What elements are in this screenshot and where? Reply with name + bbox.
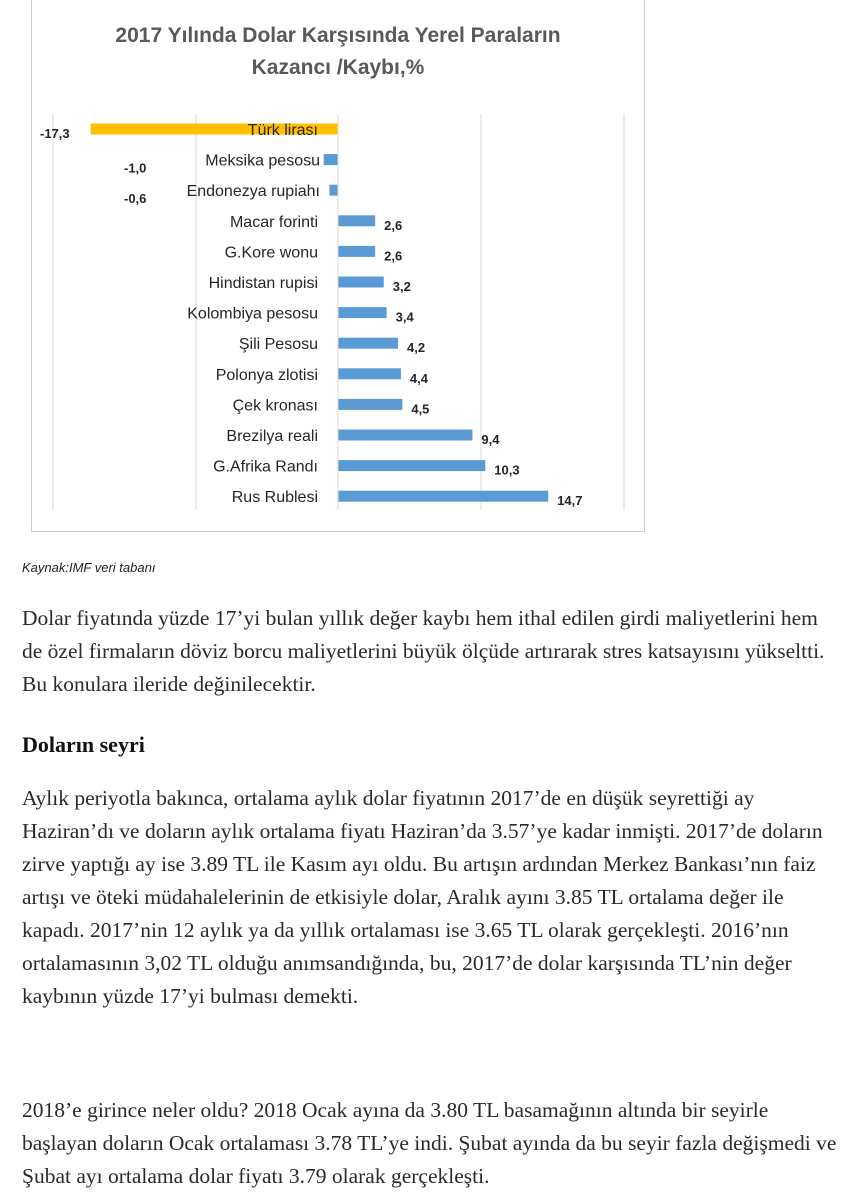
- value-label: -0,6: [124, 191, 147, 207]
- value-label: 9,4: [481, 432, 500, 447]
- value-label: 4,4: [409, 370, 428, 386]
- section-heading: Doların seyri: [22, 732, 145, 757]
- value-label: 3,4: [395, 309, 414, 325]
- value-label: 2,6: [384, 248, 403, 264]
- bar: [338, 277, 384, 288]
- paragraph-3: 2018’e girince neler oldu? 2018 Ocak ayına da 3.80 TL basamağının altında bir seyirle başlayan doların Ocak ortalaması 3.78 TL’ye indi. Şubat ayında da bu seyir fazla değişmedi ve Şubat ayı ortalama dolar fiyatı 3.79 olarak gerçekleşti.: [22, 1098, 837, 1188]
- bar: [338, 491, 548, 502]
- bar: [338, 399, 402, 410]
- bar: [338, 215, 375, 226]
- bar: [329, 185, 338, 196]
- value-label: -1,0: [124, 160, 147, 176]
- value-label: 4,5: [411, 401, 430, 417]
- bar: [338, 307, 387, 318]
- value-label: 14,7: [557, 493, 583, 509]
- category-label: Kolombiya pesosu: [187, 305, 318, 323]
- value-label: 4,2: [407, 340, 426, 356]
- value-label: 2,6: [384, 217, 403, 233]
- chart-title-line2: Kazancı /Kaybı,%: [251, 56, 425, 79]
- category-label: Hindistan rupisi: [208, 275, 318, 292]
- category-label: Endonezya rupiahı: [186, 183, 320, 201]
- source-note: Kaynak:IMF veri tabanı: [22, 560, 156, 575]
- bar: [338, 246, 375, 257]
- category-label: Macar forinti: [229, 213, 318, 231]
- category-label: G.Kore wonu: [224, 244, 318, 262]
- chart-title-line1: 2017 Yılında Dolar Karşısında Yerel Paraların: [115, 24, 561, 47]
- category-label: Brezilya reali: [226, 428, 318, 445]
- category-label: G.Afrika Randı: [213, 458, 318, 476]
- value-label: -17,3: [40, 126, 70, 141]
- bar: [338, 338, 398, 349]
- bar-chart: [0, 0, 867, 540]
- category-label: Çek kronası: [232, 397, 318, 415]
- bar: [338, 368, 401, 379]
- category-label: Rus Rublesi: [231, 489, 318, 507]
- value-label: 3,2: [392, 279, 411, 294]
- category-label: Meksika pesosu: [205, 152, 320, 170]
- paragraph-2: Aylık periyotla bakınca, ortalama aylık dolar fiyatının 2017’de en düşük seyrettiği ay Haziran’dı ve doların aylık ortalama fiyatı Haziran’da 3.57’ye kadar inmişti. 2017’de doların zirve yaptığı ay ise 3.89 TL ile Kasım ayı oldu. Bu artışın ardından Merkez Bankası’nın faiz artışı ve öteki müdahalelerinin de etkisiyle dolar, Aralık ayını 3.85 TL ortalama değer ile kapadı. 2017’nin 12 aylık ya da yıllık ortalaması ise 3.65 TL olarak gerçekleşti. 2016’nın ortalamasının 3,02 TL olduğu anımsandığında, bu, 2017’de dolar karşısında TL’nin değer kaybının yüzde 17’yi bulması demekti.: [22, 786, 823, 1008]
- paragraph-1: Dolar fiyatında yüzde 17’yi bulan yıllık değer kaybı hem ithal edilen girdi maliyetlerini hem de özel firmaların döviz borcu maliyetlerini büyük ölçüde artırarak stres katsayısını yükseltti. Bu konulara ileride değinilecektir.: [22, 606, 825, 696]
- bar: [338, 430, 472, 441]
- category-label: Polonya zlotisi: [215, 366, 318, 384]
- bar: [324, 154, 338, 165]
- category-label: Şili Pesosu: [238, 336, 318, 354]
- category-label: Türk lirası: [247, 122, 318, 139]
- bar: [338, 460, 485, 471]
- value-label: 10,3: [494, 462, 520, 478]
